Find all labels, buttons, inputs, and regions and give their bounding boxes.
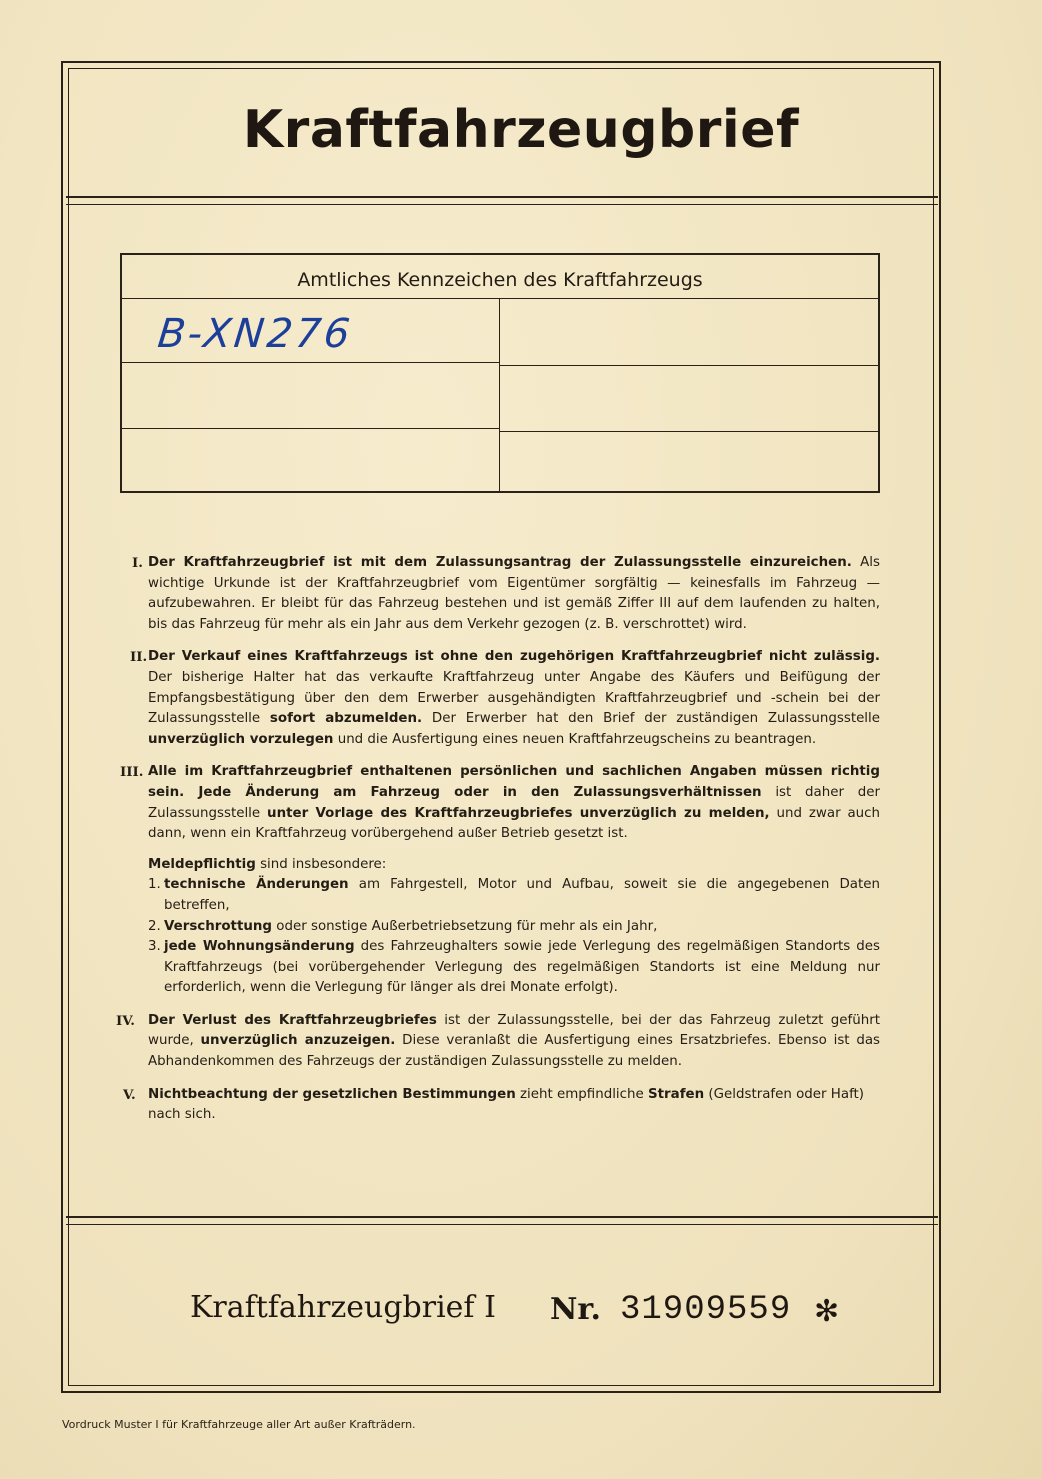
section-numeral: IV.	[116, 1012, 135, 1029]
section-text: und zwar auch dann, wenn ein Kraftfahrzeug vorübergehend außer Betrieb gesetzt ist.	[148, 805, 881, 842]
plate-table-header: Amtliches Kennzeichen des Kraftfahrzeugs	[122, 255, 878, 299]
form-type-label: Kraftfahrzeugbrief I	[190, 1290, 496, 1325]
asterisk-icon: ✻	[814, 1294, 840, 1329]
reporting-requirements	[148, 855, 880, 876]
section-text: Der Erwerber hat den Brief der zuständigen Zulassungsstelle	[431, 711, 880, 727]
section-numeral: II.	[130, 649, 148, 666]
footer-divider-inner	[66, 1224, 938, 1225]
section-emphasis: unter Vorlage des Kraftfahrzeugbriefes unverzüglich zu melden,	[267, 805, 770, 821]
section-emphasis: Strafen	[648, 1086, 705, 1102]
list-item: 2. Verschrottung oder sonstige Außerbetriebsetzung für mehr als ein Jahr,	[148, 918, 658, 934]
document-title: Kraftfahrzeugbrief	[242, 100, 800, 160]
section-text: (Geldstrafen oder Haft) nach sich.	[148, 1086, 865, 1123]
section-text: Der bisherige Halter hat das verkaufte Kraftfahrzeug unter Angabe des Käufers und Beifügung der Empfangsbestätigung über den dem Erwerber ausgehändigten Kraftfahrzeugbrief und -schein bei der Zulassungsstelle	[148, 669, 880, 727]
section-text: zieht empfindliche	[520, 1086, 644, 1102]
section-text: ist daher der Zulassungsstelle	[148, 784, 880, 821]
form-footnote: Vordruck Muster I für Kraftfahrzeuge aller Art außer Krafträdern.	[62, 1418, 416, 1431]
plate-row-divider	[499, 365, 878, 366]
title-divider-inner	[66, 204, 938, 205]
section-v	[118, 1085, 880, 1126]
plate-entry-handwritten: B-XN276	[155, 311, 355, 357]
list-item: 3. jede Wohnungsänderung des Fahrzeughalters sowie jede Verlegung des regelmäßigen Standorts des Kraftfahrzeugs (bei vorübergehender Verlegung des regelmäßigen Standorts ist eine Meldung nur erforderlich, wenn die Verlegung für länger als drei Monate erfolgt).	[148, 939, 880, 996]
plate-row-divider	[499, 431, 878, 432]
footer-divider	[66, 1216, 938, 1218]
section-text: Diese veranlaßt die Ausfertigung eines Ersatzbriefes. Ebenso ist das Abhandenkommen des Fahrzeugs der zuständigen Zulassungsstelle zu melden.	[148, 1033, 880, 1070]
instructions	[118, 553, 880, 1138]
section-text: ist der Zulassungsstelle, bei der das Fahrzeug zuletzt geführt wurde,	[148, 1012, 880, 1049]
section-numeral: I.	[132, 555, 143, 571]
plate-row-divider	[122, 428, 499, 429]
reporting-label: Meldepflichtig	[148, 856, 256, 872]
serial-number-label: Nr.	[550, 1292, 601, 1327]
list-item: 1. technische Änderungen am Fahrgestell, Motor und Aufbau, soweit sie die angegebenen Daten betreffen,	[148, 877, 880, 913]
section-text: und die Ausfertigung eines neuen Kraftfahrzeugscheins zu beantragen.	[337, 731, 817, 747]
section-ii	[118, 647, 880, 750]
section-iii	[118, 762, 880, 999]
license-plate-table	[120, 253, 880, 493]
section-emphasis: unverzüglich vorzulegen	[148, 731, 334, 747]
section-text: Als wichtige Urkunde ist der Kraftfahrzeugbrief vom Eigentümer sorgfältig — keinesfalls im Fahrzeug — aufzubewahren. Er bleibt für das Fahrzeug bestehen und ist gemäß Ziffer III auf dem laufenden zu halten, bis das Fahrzeug für mehr als ein Jahr aus dem Verkehr gezogen (z. B. verschrottet) wird.	[148, 555, 880, 632]
plate-table-divider	[499, 298, 500, 491]
section-emphasis: sofort abzumelden.	[269, 711, 423, 727]
reporting-list	[148, 875, 880, 999]
section-lead: Der Verkauf eines Kraftfahrzeugs ist ohne den zugehörigen Kraftfahrzeugbrief nicht zulässig.	[148, 649, 880, 665]
title-divider	[66, 196, 938, 198]
section-i	[118, 553, 880, 635]
section-emphasis: unverzüglich anzuzeigen.	[200, 1033, 396, 1049]
section-lead: Der Kraftfahrzeugbrief ist mit dem Zulassungsantrag der Zulassungsstelle einzureichen.	[148, 555, 852, 570]
section-numeral: V.	[123, 1086, 136, 1103]
section-lead: Alle im Kraftfahrzeugbrief enthaltenen persönlichen und sachlichen Angaben müssen richtig sein. Jede Änderung am Fahrzeug oder in den Zulassungsverhältnissen	[148, 764, 880, 800]
section-lead: Nichtbeachtung der gesetzlichen Bestimmungen	[148, 1086, 516, 1102]
reporting-text: sind insbesondere:	[260, 856, 387, 872]
section-iv	[118, 1011, 880, 1073]
plate-row-divider	[122, 362, 499, 363]
section-numeral: III.	[120, 764, 144, 781]
serial-number: 31909559	[620, 1291, 792, 1329]
section-lead: Der Verlust des Kraftfahrzeugbriefes	[148, 1012, 437, 1028]
